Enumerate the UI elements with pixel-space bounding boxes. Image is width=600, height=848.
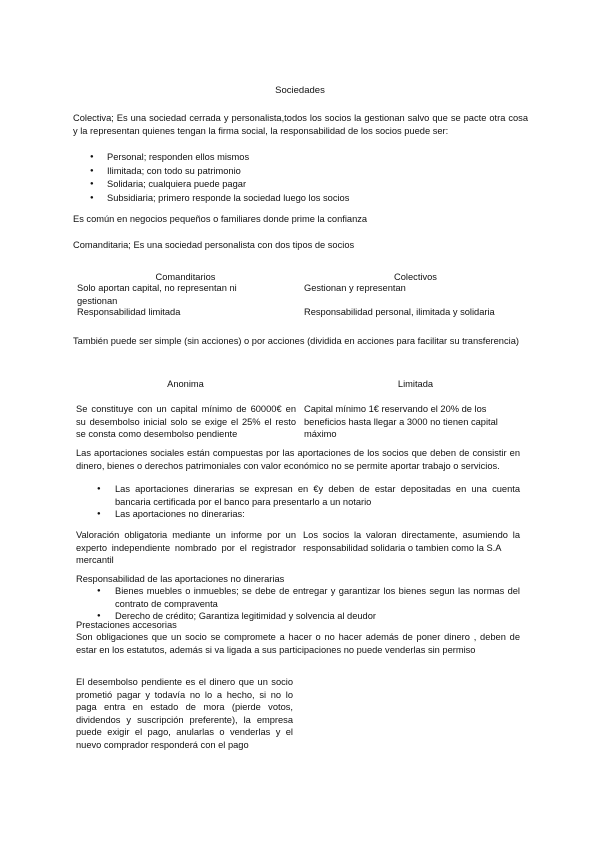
comanditaria-intro: Comanditaria; Es una sociedad personalista con dos tipos de socios [73,240,355,250]
anonima-text: Se constituye con un capital mínimo de 60000€ en su desembolso inicial solo se exige el 25% el resto se consta como desembolso pendiente [76,404,296,439]
colectiva-note: Es común en negocios pequeños o familiares donde prime la confianza [73,214,368,224]
colectivos-row-2: Responsabilidad personal, ilimitada y solidaria [304,307,495,317]
no-dinerarias-sa-text: Valoración obligatoria mediante un informe por un experto independiente nombrado por el registrador mercantil [76,530,296,565]
list-item: ● Las aportaciones no dinerarias: [76,508,520,521]
anonima-header: Anonima [167,379,204,389]
responsabilidad-list [76,585,520,623]
comanditaria-note: También puede ser simple (sin acciones) o por acciones (dividida en acciones para facilitar su transferencia) [73,336,519,346]
page-title: Sociedades [275,85,325,96]
responsabilidad-heading: Responsabilidad de las aportaciones no dinerarias [76,574,285,584]
colectiva-intro: Colectiva; Es una sociedad cerrada y personalista,todos los socios la gestionan salvo que se pacte otra cosa y la representan quienes tengan la firma social, la responsabilidad de los socios puede ser: [73,113,528,136]
desembolso-text: El desembolso pendiente es el dinero que un socio prometió pagar y todavía no lo a hecho, si no lo paga entra en estado de mora (pierde votos, dividendos y suscripción preferente), la empresa puede exigir el pago, anularlas o venderlas y el nuevo comprador responderá con el pago [76,677,293,750]
limitada-header: Limitada [397,379,434,389]
comanditarios-header: Comanditarios [155,272,216,282]
list-item: ● Ilimitada; con todo su patrimonio [73,165,528,179]
colectivos-header: Colectivos [394,272,437,282]
colectivos-row-1: Gestionan y representan [304,283,406,293]
colectiva-list [73,151,528,205]
list-item: ● Personal; responden ellos mismos [73,151,528,165]
no-dinerarias-sl-text: Los socios la valoran directamente, asumiendo la responsabilidad solidaria o tambien como la S.A [303,530,520,553]
comanditarios-row-1: Solo aportan capital, no representan ni gestionan [77,283,237,306]
list-item: ● Derecho de crédito; Garantiza legitimidad y solvencia al deudor [76,610,520,623]
list-item: ● Las aportaciones dinerarias se expresan en €y deben de estar depositadas en una cuenta bancaria certificada por el banco para presentarlo a un notario [76,483,520,508]
list-item: ● Bienes muebles o inmuebles; se debe de entregar y garantizar los bienes segun las normas del contrato de compraventa [76,585,520,610]
list-item: ● Solidaria; cualquiera puede pagar [73,178,528,192]
list-item: ● Subsidiaria; primero responde la sociedad luego los socios [73,192,528,206]
aportaciones-intro: Las aportaciones sociales están compuestas por las aportaciones de los socios que deben de consistir en dinero, bienes o derechos patrimoniales con valor económico no se permite aportar trabajo o servicios. [76,448,520,471]
prestaciones-heading: Prestaciones accesorias [76,620,177,630]
comanditarios-row-2: Responsabilidad limitada [77,307,181,317]
aportaciones-list [76,483,520,521]
prestaciones-text: Son obligaciones que un socio se compromete a hacer o no hacer además de poner dinero , deben de estar en los estatutos, además si va ligada a sus participaciones no puede venderlas sin permiso [76,632,520,655]
limitada-text: Capital mínimo 1€ reservando el 20% de los beneficios hasta llegar a 3000 no tienen capital máximo [304,404,498,439]
